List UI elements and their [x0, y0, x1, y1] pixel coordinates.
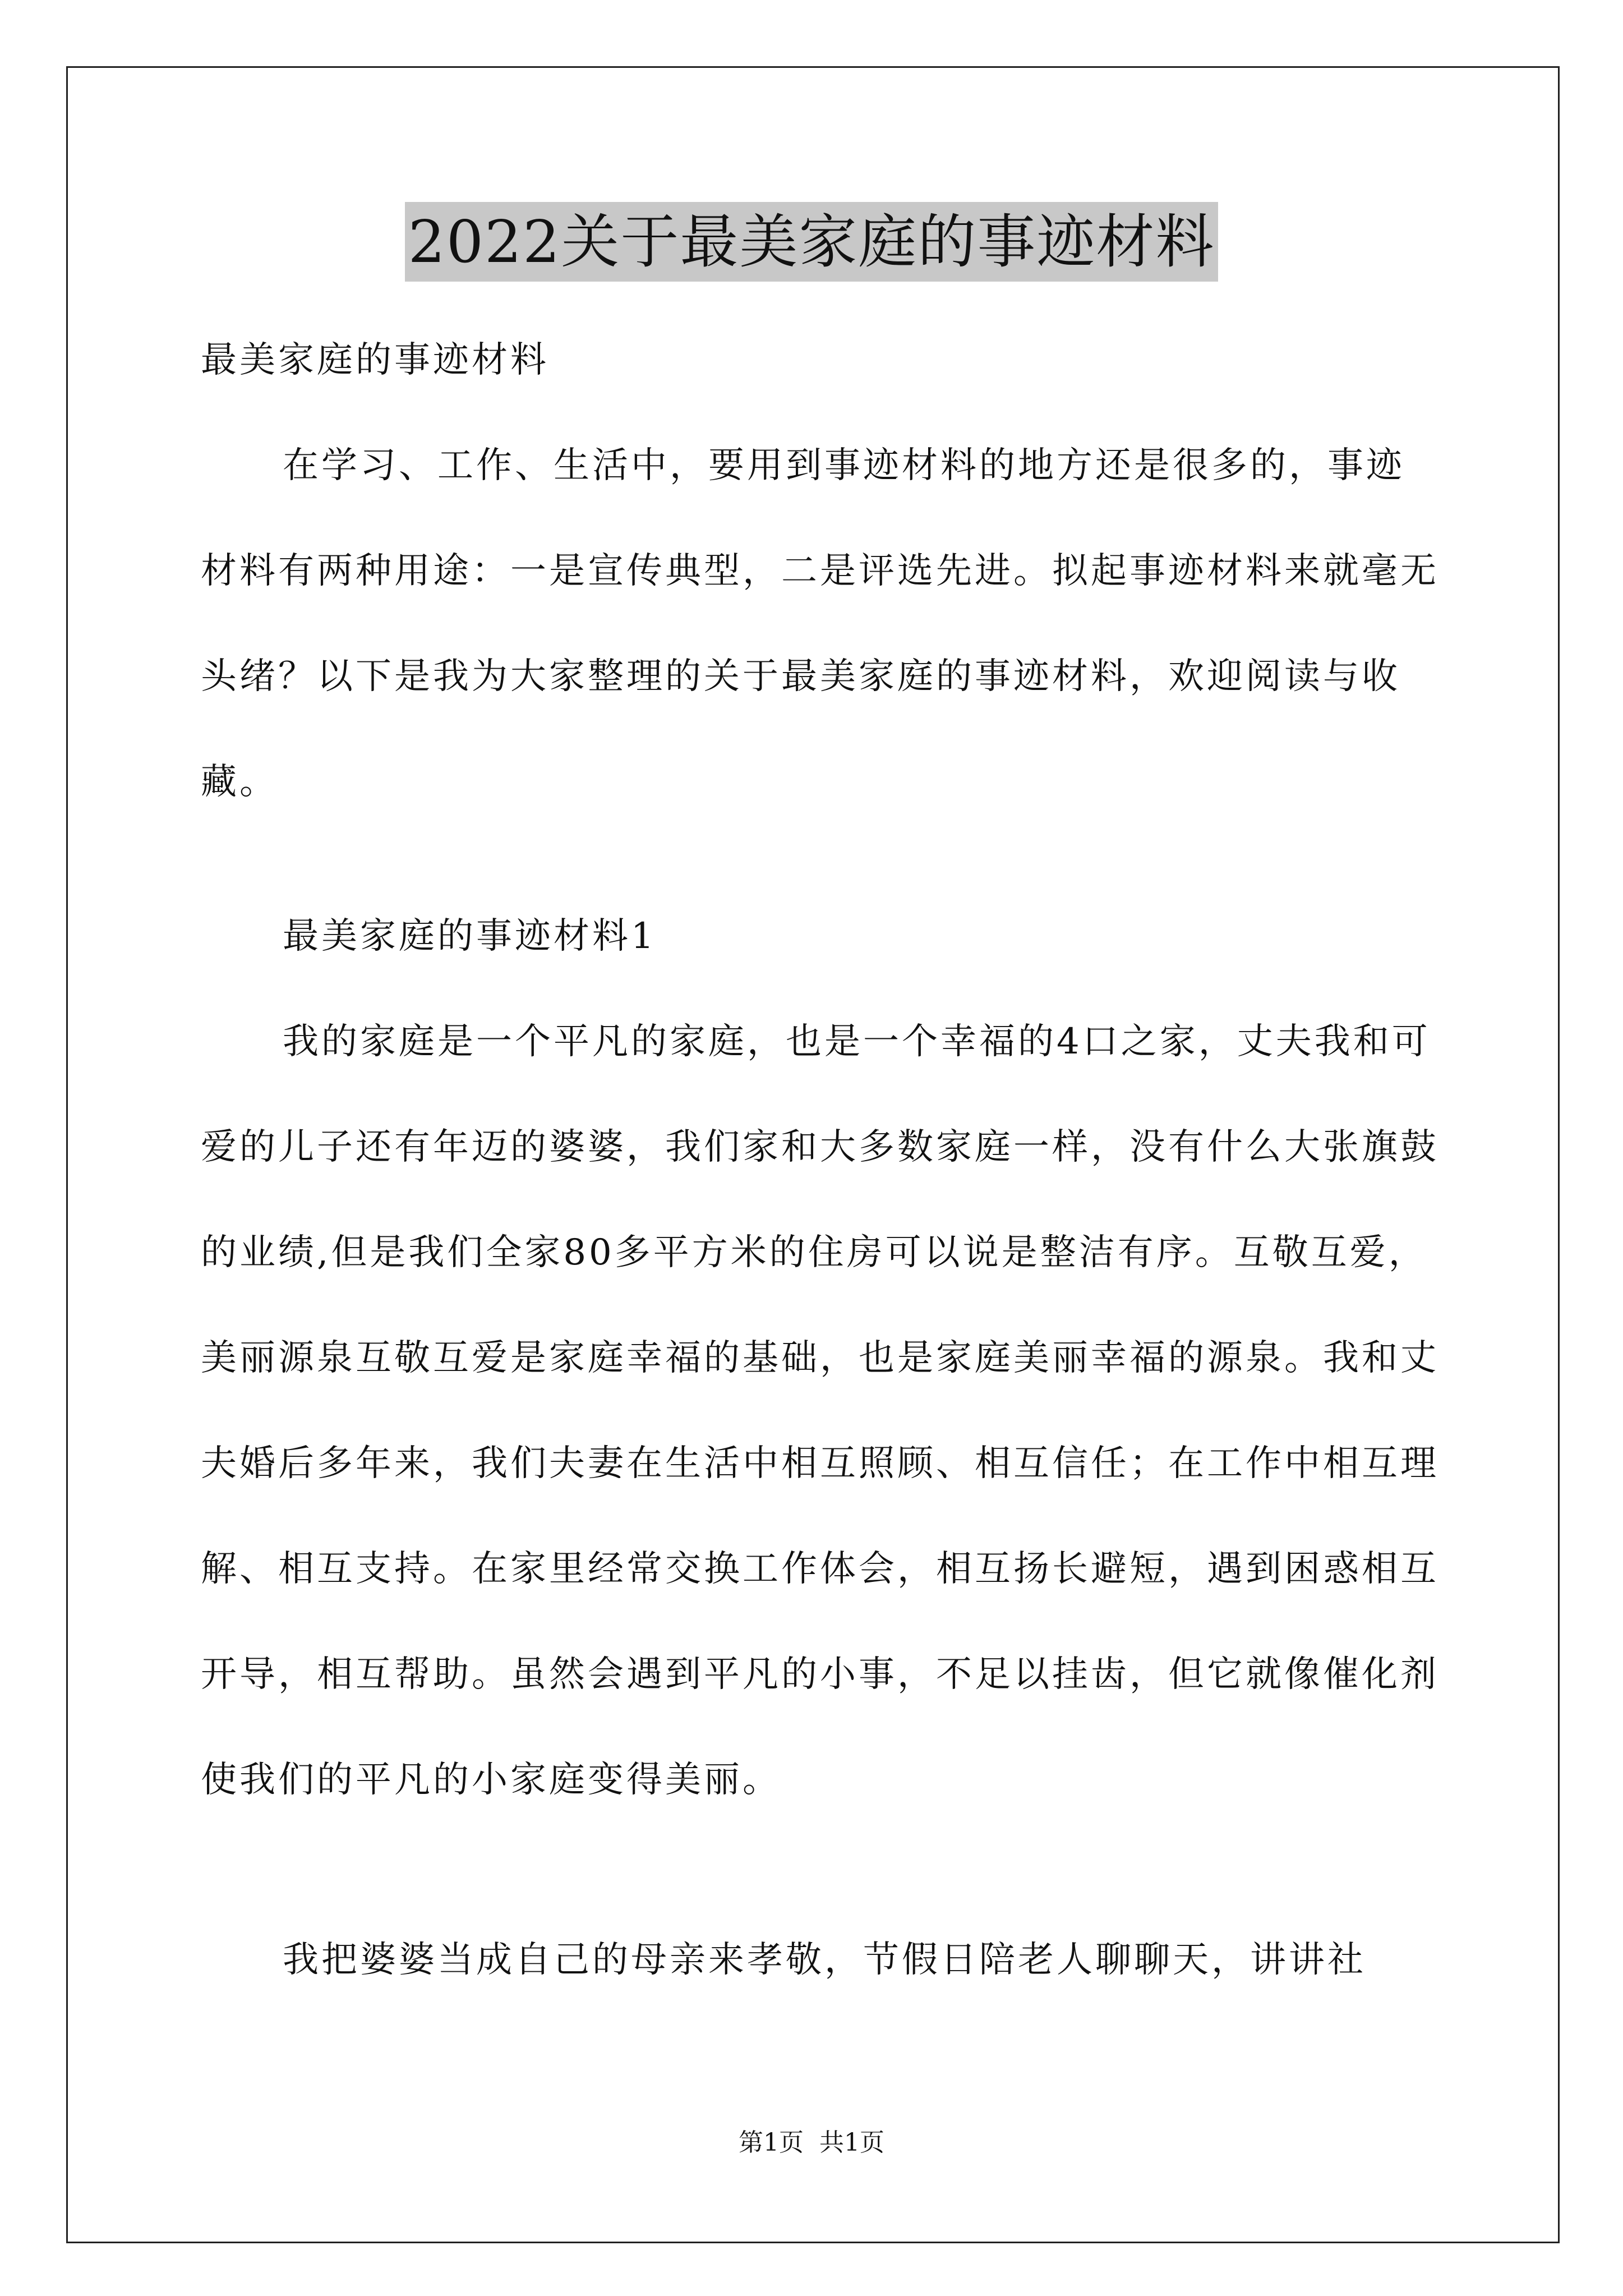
page-total: 共1页	[819, 2128, 884, 2157]
page-number: 第1页	[739, 2128, 804, 2157]
document-title: 2022关于最美家庭的事迹材料	[405, 202, 1219, 282]
title-container	[0, 202, 1623, 282]
body-paragraph-1: 我的家庭是一个平凡的家庭，也是一个幸福的4口之家，丈夫我和可爱的儿子还有年迈的婆婆，我们家和大多数家庭一样，没有什么大张旗鼓的业绩,但是我们全家80多平方米的住房可以说是整洁有序。互敬互爱，美丽源泉互敬互爱是家庭幸福的基础，也是家庭美丽幸福的源泉。我和丈夫婚后多年来，我们夫妻在生活中相互照顾、相互信任；在工作中相互理解、相互支持。在家里经常交换工作体会，相互扬长避短，遇到困惑相互开导，相互帮助。虽然会遇到平凡的小事，不足以挂齿，但它就像催化剂使我们的平凡的小家庭变得美丽。	[201, 1021, 1439, 1801]
page-footer	[0, 2126, 1623, 2160]
body-paragraph-2: 我把婆婆当成自己的母亲来孝敬，节假日陪老人聊聊天，讲讲社	[283, 1939, 1366, 1981]
document-subtitle: 最美家庭的事迹材料	[201, 339, 549, 381]
intro-paragraph: 在学习、工作、生活中，要用到事迹材料的地方还是很多的，事迹材料有两种用途：一是宣传典型，二是评选先进。拟起事迹材料来就毫无头绪？以下是我为大家整理的关于最美家庭的事迹材料，欢迎阅读与收藏。	[201, 445, 1439, 803]
section-heading: 最美家庭的事迹材料1	[283, 915, 657, 957]
